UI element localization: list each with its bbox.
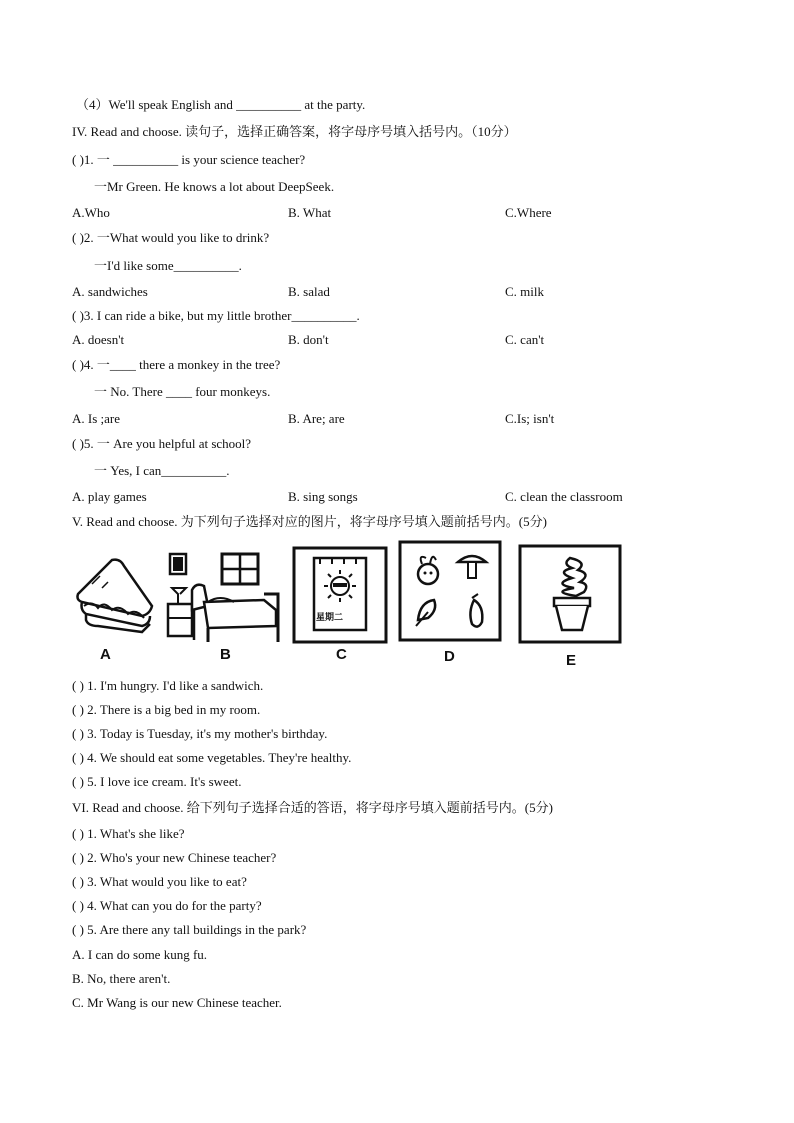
q1-option-a: A.Who bbox=[72, 205, 110, 220]
q3-option-a: A. doesn't bbox=[72, 332, 125, 347]
q3-option-c: C. can't bbox=[505, 332, 545, 347]
section6-item-5: ( ) 5. Are there any tall buildings in the park? bbox=[72, 922, 307, 937]
section5-heading: V. Read and choose. 为下列句子选择对应的图片，将字母序号填入题前括号内。(5分) bbox=[72, 514, 547, 529]
sandwich-picture bbox=[72, 554, 156, 634]
ice-cream-picture bbox=[518, 544, 622, 644]
q1-stem: ( )1. 一 __________ is your science teacher? bbox=[72, 152, 306, 167]
picture-letter-d: D bbox=[444, 648, 455, 665]
q2-stem: ( )2. 一What would you like to drink? bbox=[72, 230, 270, 245]
q5-option-a: A. play games bbox=[72, 489, 147, 504]
picture-letter-c: C bbox=[336, 646, 347, 663]
calendar-picture bbox=[292, 546, 388, 644]
q3-option-b: B. don't bbox=[288, 332, 329, 347]
section6-item-2: ( ) 2. Who's your new Chinese teacher? bbox=[72, 850, 277, 865]
q5-option-b: B. sing songs bbox=[288, 489, 358, 504]
q5-answer-line: 一 Yes, I can__________. bbox=[94, 463, 230, 478]
q1-answer-line: 一Mr Green. He knows a lot about DeepSeek. bbox=[94, 179, 335, 194]
section6-item-4: ( ) 4. What can you do for the party? bbox=[72, 898, 262, 913]
picture-row bbox=[72, 540, 632, 670]
q3-stem: ( )3. I can ride a bike, but my little brother__________. bbox=[72, 308, 360, 323]
section6-answer-c: C. Mr Wang is our new Chinese teacher. bbox=[72, 995, 282, 1010]
section6-answer-b: B. No, there aren't. bbox=[72, 971, 171, 986]
section5-item-3: ( ) 3. Today is Tuesday, it's my mother's birthday. bbox=[72, 726, 328, 741]
q2-option-b: B. salad bbox=[288, 284, 330, 299]
q5-stem: ( )5. 一 Are you helpful at school? bbox=[72, 436, 252, 451]
q5-option-c: C. clean the classroom bbox=[505, 489, 623, 504]
section5-item-1: ( ) 1. I'm hungry. I'd like a sandwich. bbox=[72, 678, 264, 693]
vegetables-picture bbox=[398, 540, 502, 642]
part3-item4: （4）We'll speak English and __________ at the party. bbox=[76, 97, 366, 112]
section5-item-2: ( ) 2. There is a big bed in my room. bbox=[72, 702, 261, 717]
q4-stem: ( )4. 一____ there a monkey in the tree? bbox=[72, 357, 281, 372]
q4-option-a: A. Is ;are bbox=[72, 411, 121, 426]
calendar-label: 星期二 bbox=[316, 613, 344, 623]
q2-option-c: C. milk bbox=[505, 284, 545, 299]
q2-option-a: A. sandwiches bbox=[72, 284, 148, 299]
q4-option-b: B. Are; are bbox=[288, 411, 345, 426]
bedroom-picture bbox=[164, 550, 284, 646]
q4-answer-line: 一 No. There ____ four monkeys. bbox=[94, 384, 271, 399]
section4-heading: IV. Read and choose. 读句子，选择正确答案，将字母序号填入括号内。（10分） bbox=[72, 124, 517, 139]
section5-item-4: ( ) 4. We should eat some vegetables. They're healthy. bbox=[72, 750, 352, 765]
section6-answer-a: A. I can do some kung fu. bbox=[72, 947, 208, 962]
picture-letter-a: A bbox=[100, 646, 111, 663]
section6-item-3: ( ) 3. What would you like to eat? bbox=[72, 874, 247, 889]
section6-heading: VI. Read and choose. 给下列句子选择合适的答语，将字母序号填入题前括号内。(5分) bbox=[72, 800, 553, 815]
q2-answer-line: 一I'd like some__________. bbox=[94, 258, 242, 273]
section6-item-1: ( ) 1. What's she like? bbox=[72, 826, 185, 841]
q1-option-c: C.Where bbox=[505, 205, 552, 220]
picture-letter-b: B bbox=[220, 646, 231, 663]
q4-option-c: C.Is; isn't bbox=[505, 411, 555, 426]
picture-letter-e: E bbox=[566, 652, 577, 669]
section5-item-5: ( ) 5. I love ice cream. It's sweet. bbox=[72, 774, 242, 789]
q1-option-b: B. What bbox=[288, 205, 332, 220]
